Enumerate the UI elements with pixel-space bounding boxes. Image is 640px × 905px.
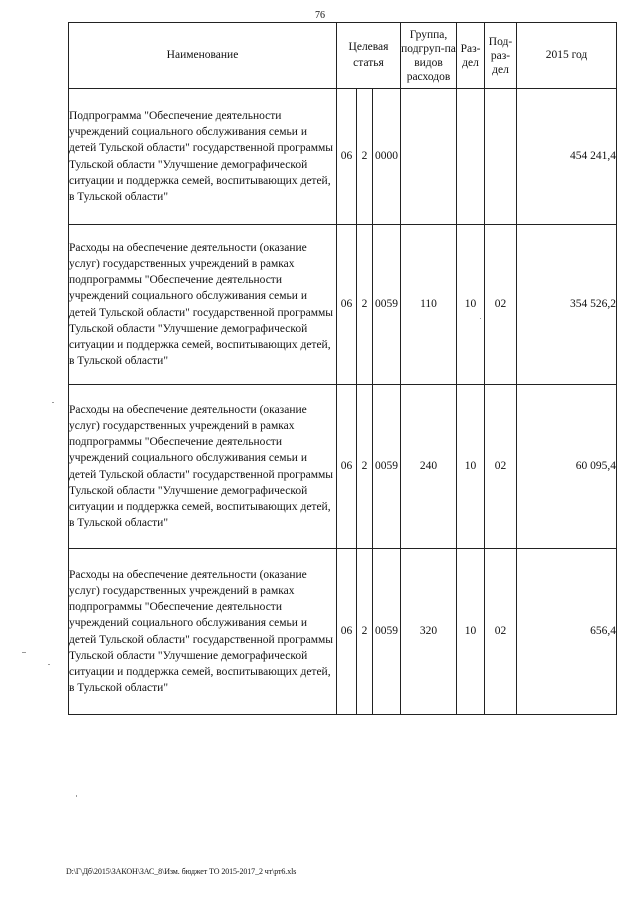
scan-speck [76,795,77,797]
row-section [457,89,485,225]
row-name: Расходы на обеспечение деятельности (оказание услуг) государственных учреждений в рамках подпрограммы "Обеспечение деятельности учреждений социального обслуживания семьи и детей Тульской области" государственной программы Тульской области "Улучшение демографической ситуации и поддержка семей, воспитывающих детей, в Тульской области" [69,225,337,385]
table-header-row [69,23,617,89]
header-expense-group: Группа, подгруп-па видов расходов [401,23,457,89]
row-name: Расходы на обеспечение деятельности (оказание услуг) государственных учреждений в рамках подпрограммы "Обеспечение деятельности учреждений социального обслуживания семьи и детей Тульской области" государственной программы Тульской области "Улучшение демографической ситуации и поддержка семей, воспитывающих детей, в Тульской области" [69,385,337,549]
row-cs3: 0059 [373,549,401,715]
page-number: 76 [315,10,325,21]
row-group: 320 [401,549,457,715]
row-group [401,89,457,225]
row-cs2: 2 [357,89,373,225]
scan-speck [480,318,481,319]
row-section: 10 [457,549,485,715]
row-section: 10 [457,225,485,385]
header-section: Раз-дел [457,23,485,89]
row-amount: 656,4 [517,549,617,715]
row-subsection: 02 [485,549,517,715]
row-cs1: 06 [337,549,357,715]
table-row [69,89,617,225]
row-amount: 60 095,4 [517,385,617,549]
table-row [69,385,617,549]
header-target-article: Целевая статья [337,23,401,89]
row-group: 240 [401,385,457,549]
row-subsection: 02 [485,225,517,385]
header-subsection: Под-раз-дел [485,23,517,89]
header-year: 2015 год [517,23,617,89]
row-subsection: 02 [485,385,517,549]
scan-speck [22,652,26,653]
scan-speck [48,664,50,665]
row-cs1: 06 [337,225,357,385]
budget-table [68,22,617,715]
row-name: Подпрограмма "Обеспечение деятельности учреждений социального обслуживания семьи и детей Тульской области" государственной программы Тульской области "Улучшение демографической ситуации и поддержка семей, воспитывающих детей, в Тульской области" [69,89,337,225]
file-path-footer: D:\Г\Дб\2015\ЗАКОН\ЗАС_8\Изм. бюджет ТО 2015-2017_2 чт\рт6.xls [66,867,297,876]
row-amount: 454 241,4 [517,89,617,225]
row-cs1: 06 [337,89,357,225]
row-cs3: 0059 [373,385,401,549]
row-cs1: 06 [337,385,357,549]
table-row [69,549,617,715]
row-group: 110 [401,225,457,385]
row-cs3: 0059 [373,225,401,385]
row-cs3: 0000 [373,89,401,225]
row-amount: 354 526,2 [517,225,617,385]
row-section: 10 [457,385,485,549]
row-subsection [485,89,517,225]
row-cs2: 2 [357,225,373,385]
row-cs2: 2 [357,385,373,549]
header-name: Наименование [69,23,337,89]
row-name: Расходы на обеспечение деятельности (оказание услуг) государственных учреждений в рамках подпрограммы "Обеспечение деятельности учреждений социального обслуживания семьи и детей Тульской области" государственной программы Тульской области "Улучшение демографической ситуации и поддержка семей, воспитывающих детей, в Тульской области" [69,549,337,715]
table-row [69,225,617,385]
scan-speck [52,402,54,403]
row-cs2: 2 [357,549,373,715]
